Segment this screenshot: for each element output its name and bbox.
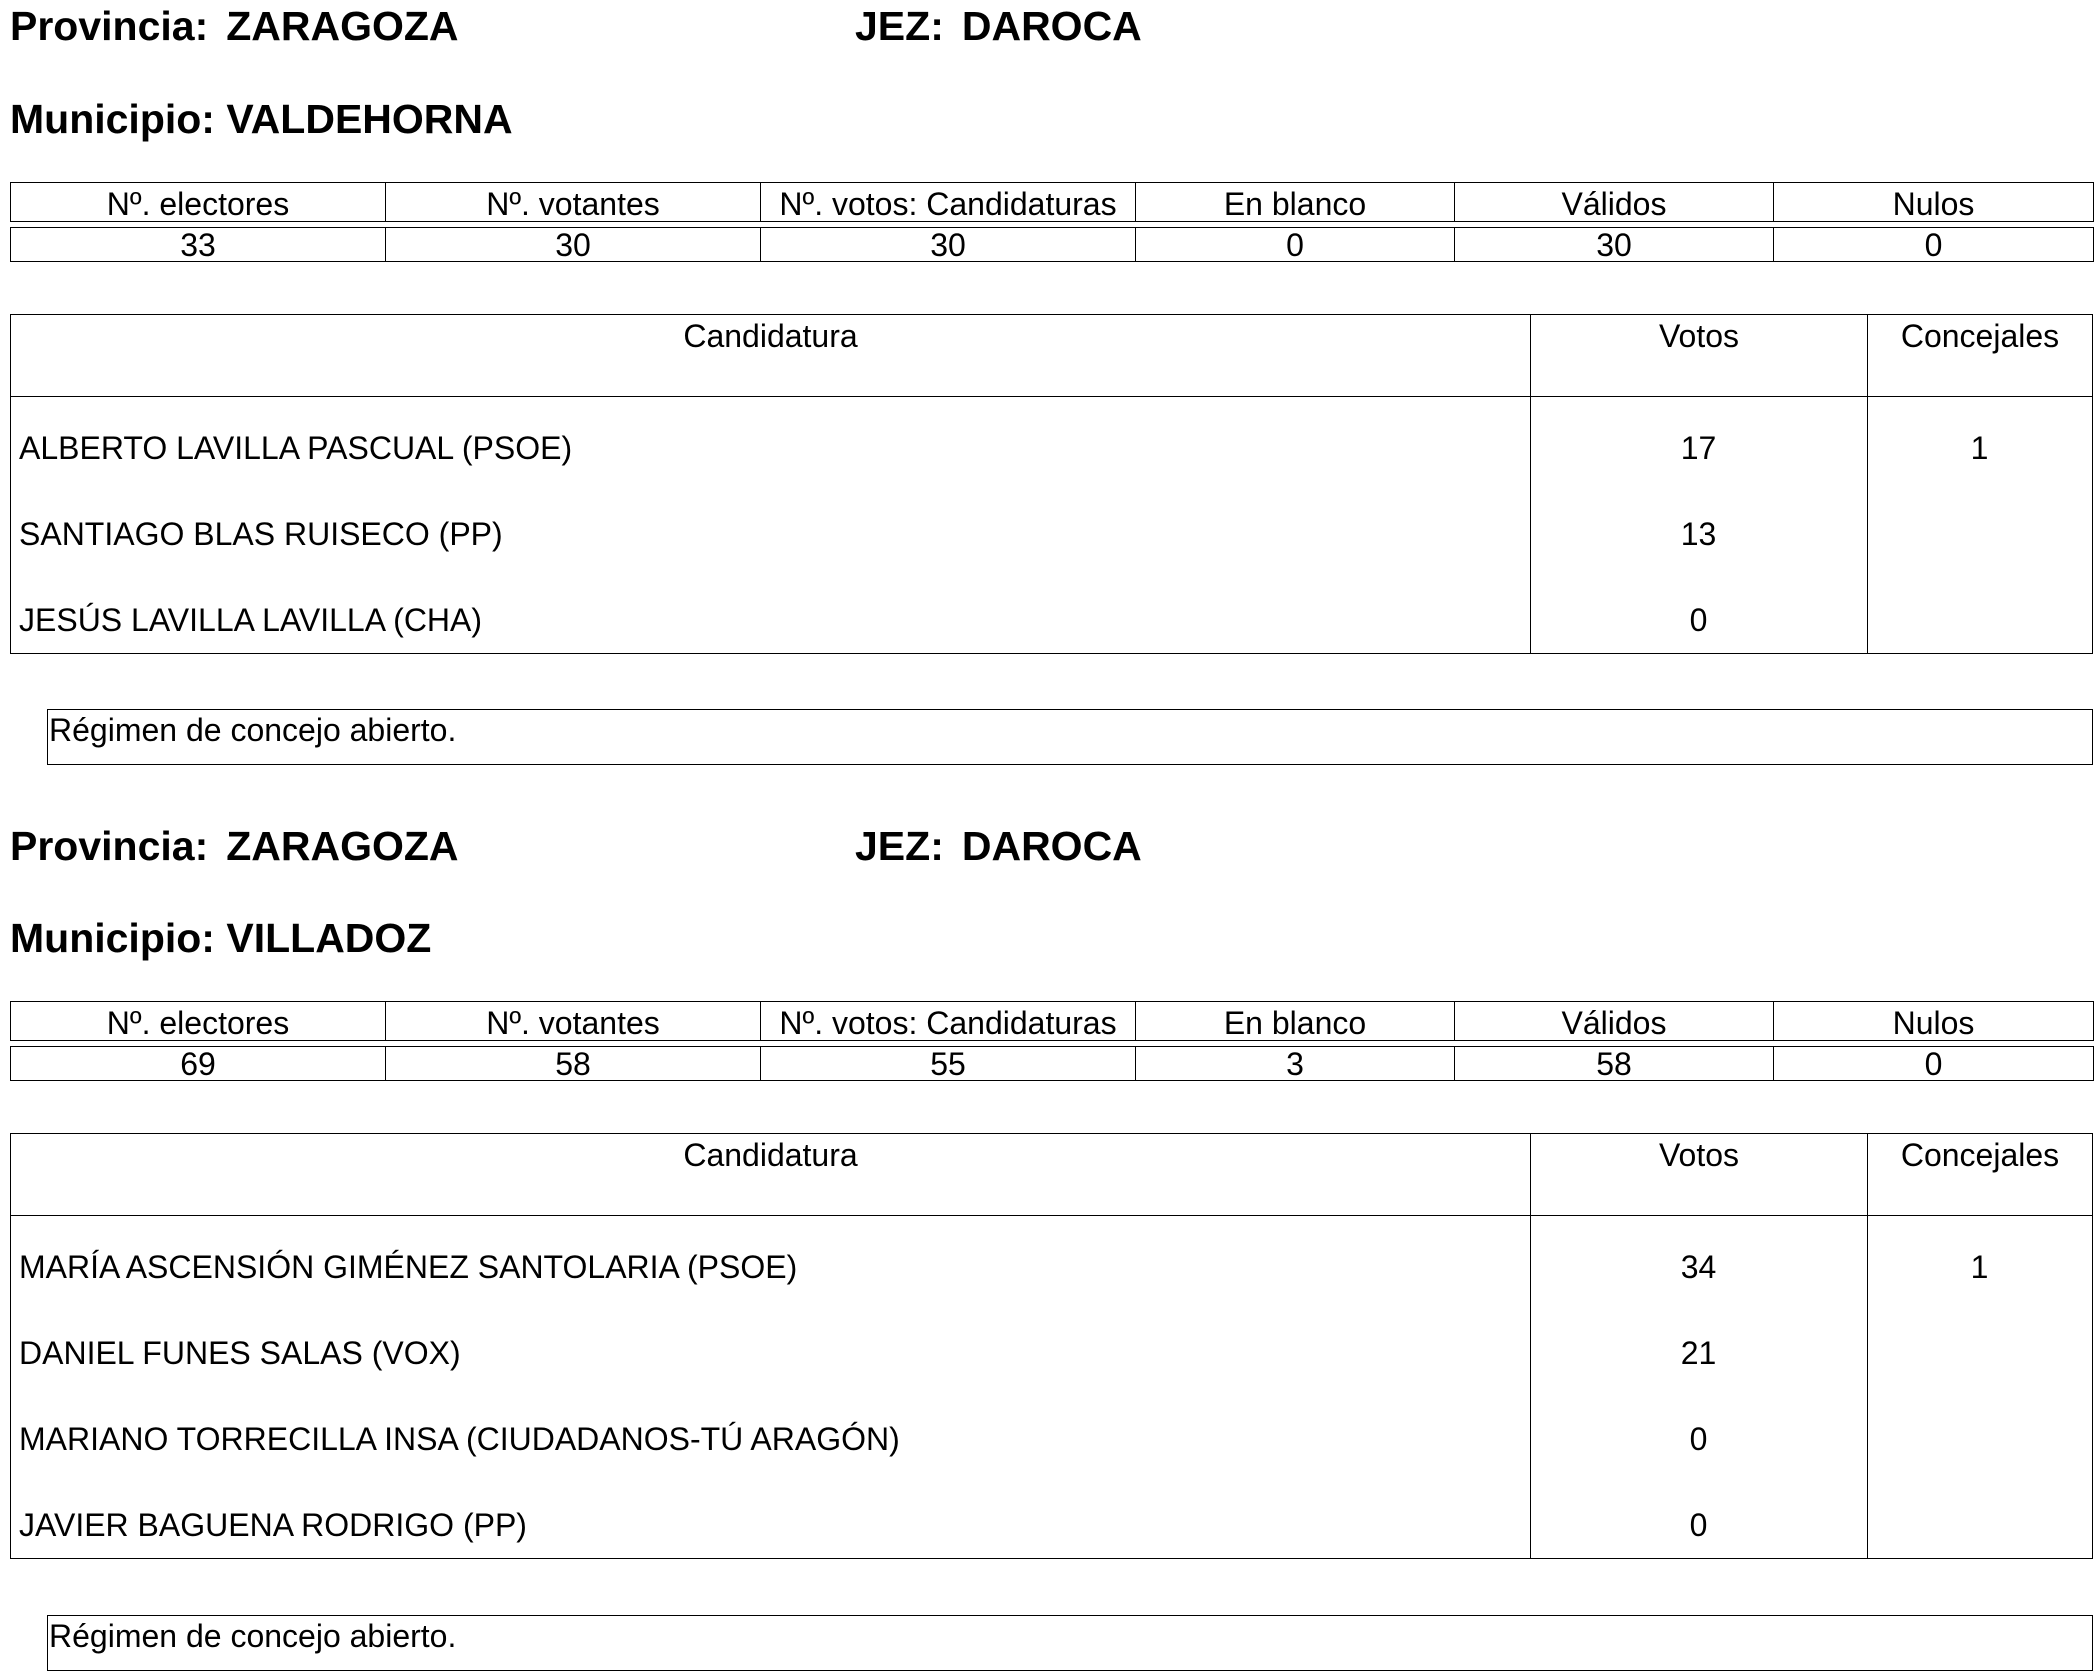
- provincia-header: [10, 3, 459, 49]
- votos-header: Votos: [1530, 1134, 1867, 1215]
- summary-value-cell: 30: [1455, 228, 1774, 262]
- summary-header-cell: Nº. electores: [11, 1002, 386, 1041]
- summary-header-cell: Nº. votantes: [386, 183, 761, 222]
- candidatura-header: Candidatura: [683, 1137, 858, 1173]
- summary-values-row: [11, 228, 2094, 262]
- candidate-name: DANIEL FUNES SALAS (VOX): [19, 1335, 461, 1371]
- summary-values-table: [10, 1046, 2094, 1081]
- summary-header-cell: Nº. votos: Candidaturas: [761, 1002, 1136, 1041]
- summary-header-cell: Nº. votantes: [386, 1002, 761, 1041]
- summary-header-cell: Nulos: [1774, 183, 2094, 222]
- regime-note: Régimen de concejo abierto.: [47, 709, 2093, 765]
- jez-value: DAROCA: [961, 823, 1142, 869]
- jez-label: JEZ:: [855, 3, 944, 49]
- summary-value-cell: 0: [1136, 228, 1455, 262]
- summary-value-cell: 30: [386, 228, 761, 262]
- municipio-value: VILLADOZ: [226, 915, 432, 961]
- jez-header: [855, 823, 1142, 869]
- candidate-name: JESÚS LAVILLA LAVILLA (CHA): [19, 602, 483, 638]
- summary-header-cell: Nulos: [1774, 1002, 2094, 1041]
- summary-header-cell: En blanco: [1136, 1002, 1455, 1041]
- summary-value-cell: 33: [11, 228, 386, 262]
- summary-value-cell: 58: [386, 1047, 761, 1081]
- concejales-header: Concejales: [1867, 315, 2092, 396]
- summary-header-cell: Nº. votos: Candidaturas: [761, 183, 1136, 222]
- candidatura-header: Candidatura: [683, 318, 858, 354]
- jez-value: DAROCA: [961, 3, 1142, 49]
- summary-header-cell: En blanco: [1136, 183, 1455, 222]
- candidate-row: [11, 1301, 2092, 1387]
- municipio-value: VALDEHORNA: [226, 96, 513, 142]
- candidate-councillors: 1: [1970, 430, 1989, 466]
- summary-value-cell: 55: [761, 1047, 1136, 1081]
- provincia-header: [10, 823, 459, 869]
- candidate-name: SANTIAGO BLAS RUISECO (PP): [19, 516, 503, 552]
- votos-header: Votos: [1530, 315, 1867, 396]
- candidate-councillors: 1: [1970, 1249, 1989, 1285]
- summary-header-cell: Válidos: [1455, 1002, 1774, 1041]
- jez-header: [855, 3, 1142, 49]
- candidates-table: [10, 1133, 2093, 1559]
- summary-header-cell: Válidos: [1455, 183, 1774, 222]
- municipio-header: [10, 915, 432, 961]
- candidate-row: [11, 1215, 2092, 1301]
- summary-table: [10, 1001, 2094, 1041]
- candidate-votes: 0: [1689, 1421, 1708, 1457]
- candidate-name: MARIANO TORRECILLA INSA (CIUDADANOS-TÚ ARAGÓN): [19, 1421, 900, 1457]
- candidate-votes: 34: [1680, 1249, 1717, 1285]
- summary-header-cell: Nº. electores: [11, 183, 386, 222]
- candidates-header-row: [11, 1134, 2092, 1216]
- candidate-row: [11, 482, 2092, 568]
- candidate-votes: 0: [1689, 602, 1708, 638]
- regime-note: Régimen de concejo abierto.: [47, 1615, 2093, 1671]
- provincia-label: Provincia:: [10, 3, 209, 49]
- candidate-votes: 13: [1680, 516, 1717, 552]
- candidates-table: [10, 314, 2093, 654]
- candidate-name: MARÍA ASCENSIÓN GIMÉNEZ SANTOLARIA (PSOE): [19, 1249, 798, 1285]
- summary-values-table: [10, 227, 2094, 262]
- candidate-row: [11, 396, 2092, 482]
- municipio-header: [10, 96, 513, 142]
- summary-value-cell: 69: [11, 1047, 386, 1081]
- summary-header-row: [11, 1002, 2094, 1041]
- candidates-header-row: [11, 315, 2092, 397]
- candidate-votes: 21: [1680, 1335, 1717, 1371]
- candidate-name: ALBERTO LAVILLA PASCUAL (PSOE): [19, 430, 573, 466]
- summary-value-cell: 0: [1774, 1047, 2094, 1081]
- candidate-votes: 0: [1689, 1507, 1708, 1543]
- summary-value-cell: 58: [1455, 1047, 1774, 1081]
- candidate-row: [11, 568, 2092, 654]
- municipio-label: Municipio:: [10, 915, 215, 961]
- candidate-name: JAVIER BAGUENA RODRIGO (PP): [19, 1507, 527, 1543]
- jez-label: JEZ:: [855, 823, 944, 869]
- summary-value-cell: 30: [761, 228, 1136, 262]
- summary-value-cell: 0: [1774, 228, 2094, 262]
- summary-table: [10, 182, 2094, 222]
- municipio-label: Municipio:: [10, 96, 215, 142]
- candidate-row: [11, 1473, 2092, 1559]
- candidate-row: [11, 1387, 2092, 1473]
- summary-header-row: [11, 183, 2094, 222]
- provincia-label: Provincia:: [10, 823, 209, 869]
- summary-values-row: [11, 1047, 2094, 1081]
- summary-value-cell: 3: [1136, 1047, 1455, 1081]
- provincia-value: ZARAGOZA: [226, 3, 459, 49]
- concejales-header: Concejales: [1867, 1134, 2092, 1215]
- provincia-value: ZARAGOZA: [226, 823, 459, 869]
- candidate-votes: 17: [1680, 430, 1717, 466]
